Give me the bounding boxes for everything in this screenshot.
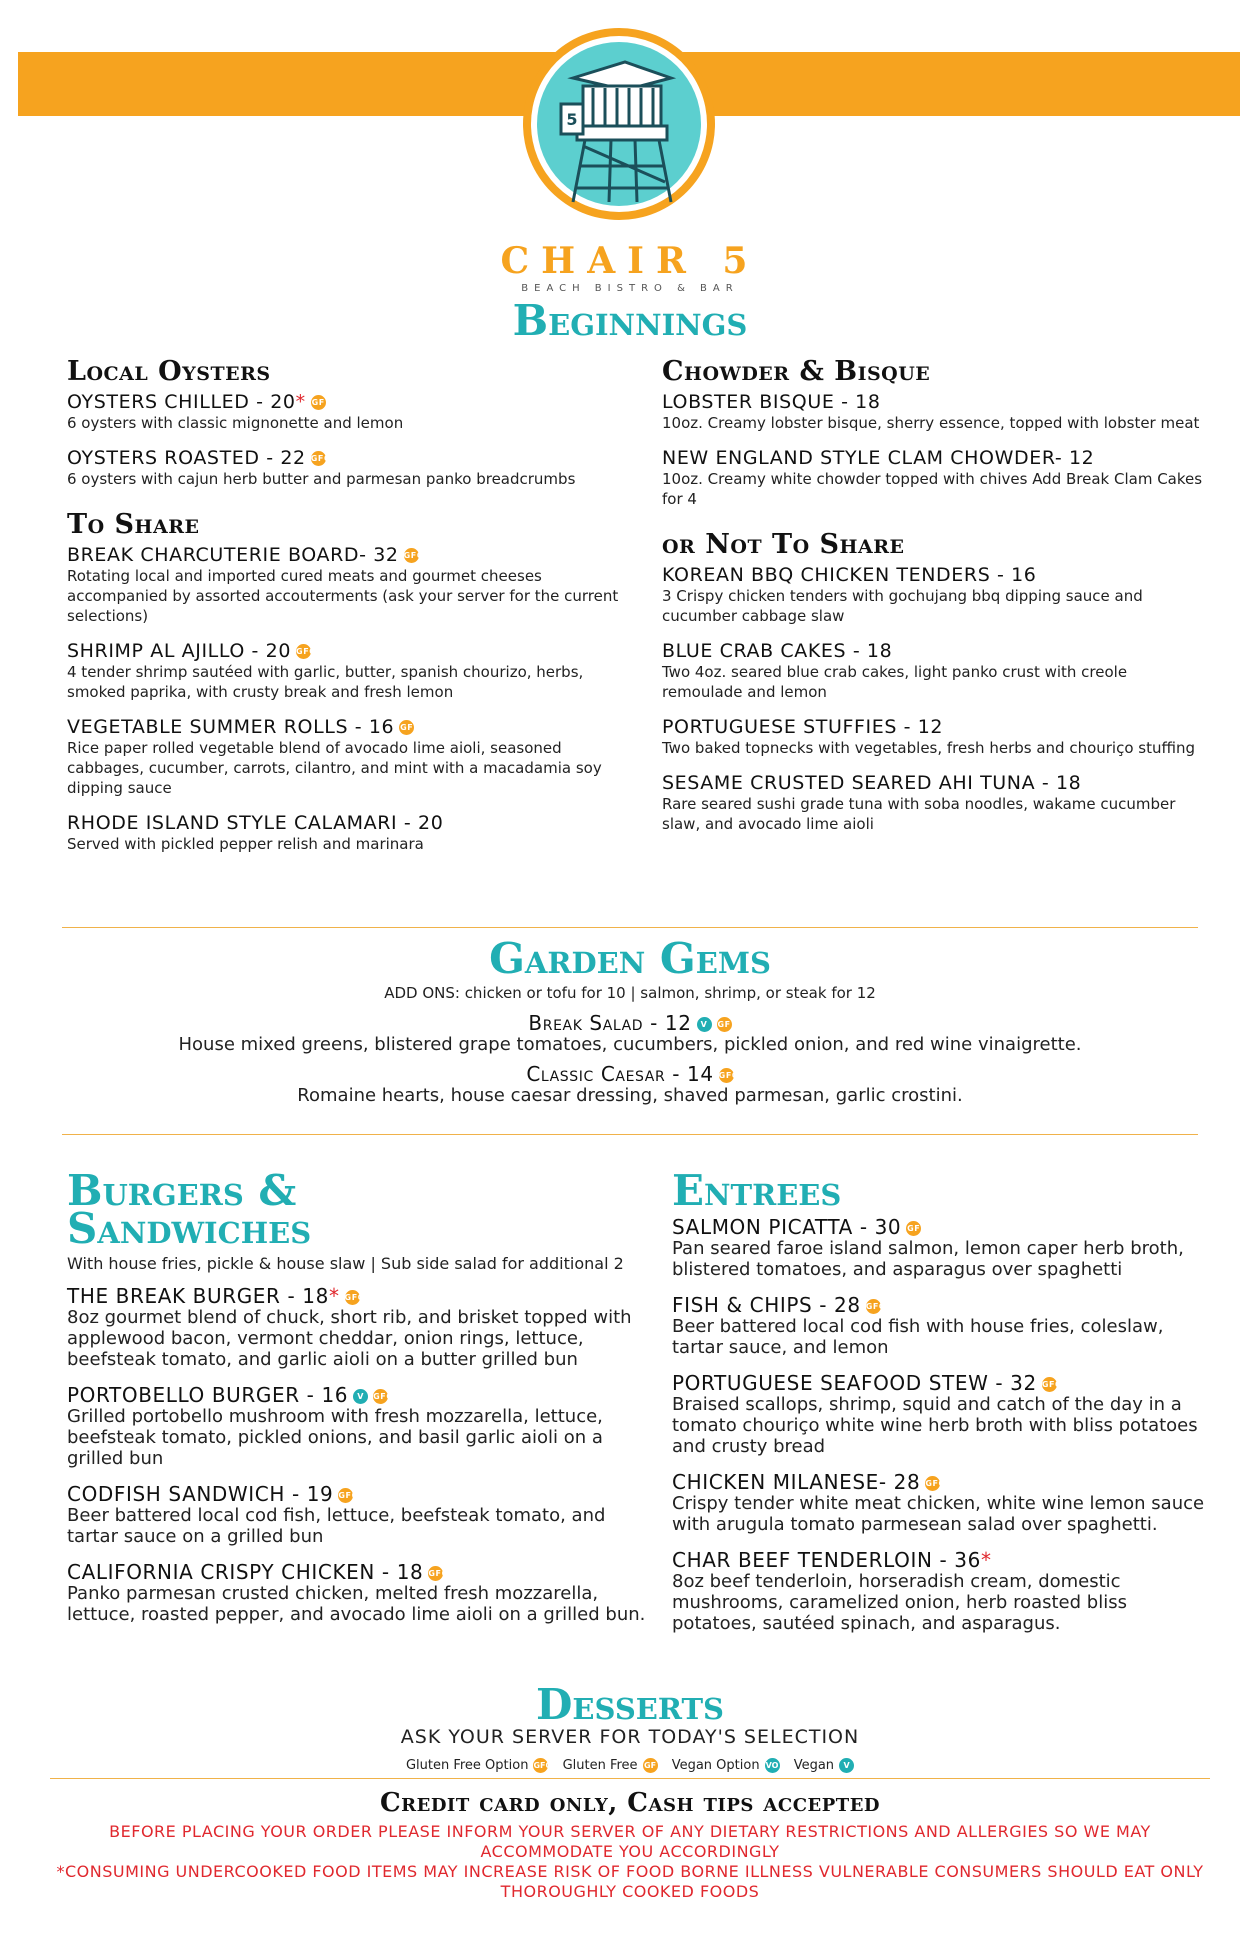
item-name: THE BREAK BURGER - 18	[67, 1284, 329, 1308]
menu-item	[662, 447, 1207, 509]
item-name: CHICKEN MILANESE- 28	[672, 1470, 921, 1494]
item-description: 6 oysters with cajun herb butter and parmesan panko breadcrumbs	[67, 470, 576, 488]
gf-badge-icon: GF	[311, 395, 326, 410]
menu-item	[662, 772, 1207, 834]
item-description: Two baked topnecks with vegetables, fresh herbs and chouriço stuffing	[662, 739, 1196, 757]
item-description: Rice paper rolled vegetable blend of avocado lime aioli, seasoned cabbages, cucumber, carrots, cilantro, and mint with a macadamia soy dipping sauce	[67, 739, 602, 797]
entrees-title: Entrees	[672, 1166, 842, 1215]
item-name: SHRIMP AL AJILLO - 20	[67, 640, 292, 662]
brand-name: CHAIR 5	[500, 240, 760, 282]
category-title: To Share	[67, 509, 200, 540]
item-name: FISH & CHIPS - 28	[672, 1293, 861, 1317]
menu-item	[672, 1549, 1207, 1634]
item-name: CALIFORNIA CRISPY CHICKEN - 18	[67, 1560, 424, 1584]
item-name: NEW ENGLAND STYLE CLAM CHOWDER- 12	[662, 447, 1095, 469]
item-name: BLUE CRAB CAKES - 18	[662, 640, 893, 662]
item-description: Beer battered local cod fish with house fries, coleslaw, tartar sauce, and lemon	[672, 1316, 1164, 1358]
menu-item	[67, 544, 637, 626]
item-name: PORTOBELLO BURGER - 16	[67, 1383, 349, 1407]
menu-item	[672, 1372, 1207, 1457]
gfo-badge-icon: GFO	[311, 451, 326, 466]
item-description: Rare seared sushi grade tuna with soba noodles, wakame cucumber slaw, and avocado lime aioli	[662, 795, 1176, 833]
menu-item	[662, 640, 1207, 702]
desserts-note: ASK YOUR SERVER FOR TODAY'S SELECTION	[400, 1726, 860, 1748]
entrees-column	[672, 1166, 1207, 1648]
gfo-badge-icon: GFO	[428, 1566, 443, 1581]
gf-badge-icon: GF	[717, 1017, 732, 1032]
item-description: Braised scallops, shrimp, squid and catch of the day in a tomato chouriço white wine herb broth with bliss potatoes and crusty bread	[672, 1394, 1198, 1457]
item-name: BREAK CHARCUTERIE BOARD- 32	[67, 544, 399, 566]
menu-item	[67, 1561, 647, 1625]
item-name: VEGETABLE SUMMER ROLLS - 16	[67, 716, 395, 738]
desserts-section	[0, 1680, 1260, 1773]
divider	[50, 1778, 1210, 1779]
category-title: or Not To Share	[662, 529, 905, 560]
item-description: Panko parmesan crusted chicken, melted fresh mozzarella, lettuce, roasted pepper, and avocado lime aioli on a grilled bun.	[67, 1583, 646, 1625]
item-name: OYSTERS ROASTED - 22	[67, 447, 306, 469]
menu-item	[0, 1063, 1260, 1106]
beginnings-left-column	[67, 356, 637, 868]
item-description: 8oz beef tenderloin, horseradish cream, domestic mushrooms, caramelized onion, herb roasted bliss potatoes, sautéed spinach, and asparagus.	[672, 1571, 1127, 1634]
gf-badge-icon: GF	[399, 720, 414, 735]
garden-section	[0, 934, 1260, 1106]
raw-warning-star: *	[328, 1284, 340, 1308]
legend-label: Vegan	[793, 1758, 835, 1773]
item-description: 10oz. Creamy white chowder topped with chives Add Break Clam Cakes for 4	[662, 470, 1203, 508]
legend-label: Gluten Free Option	[405, 1758, 529, 1773]
gfo-badge-icon: GFO	[533, 1758, 548, 1773]
gfo-badge-icon: GFO	[338, 1488, 353, 1503]
divider	[62, 1134, 1198, 1135]
svg-text:5: 5	[566, 110, 578, 129]
burgers-column	[67, 1166, 647, 1639]
item-name: PORTUGUESE STUFFIES - 12	[662, 716, 944, 738]
item-description: Beer battered local cod fish, lettuce, beefsteak tomato, and tartar sauce on a grilled bun	[67, 1505, 606, 1547]
category-title: Local Oysters	[67, 356, 271, 387]
item-description: Crispy tender white meat chicken, white wine lemon sauce with arugula tomato parmesean salad over spaghetti.	[672, 1493, 1205, 1535]
item-name: SESAME CRUSTED SEARED AHI TUNA - 18	[662, 772, 1082, 794]
menu-item	[67, 447, 637, 489]
gfo-badge-icon: GFO	[345, 1290, 360, 1305]
item-name: KOREAN BBQ CHICKEN TENDERS - 16	[662, 564, 1037, 586]
raw-warning-star: *	[295, 391, 306, 413]
menu-item	[67, 640, 637, 702]
item-name: LOBSTER BISQUE - 18	[662, 391, 881, 413]
item-description: 4 tender shrimp sautéed with garlic, butter, spanish chourizo, herbs, smoked paprika, with crusty break and fresh lemon	[67, 663, 584, 701]
garden-title: Garden Gems	[489, 934, 771, 983]
gf-badge-icon: GF	[906, 1221, 921, 1236]
burgers-note: With house fries, pickle & house slaw | Sub side salad for additional 2	[67, 1254, 624, 1273]
item-description: Romaine hearts, house caesar dressing, shaved parmesan, garlic crostini.	[297, 1085, 963, 1106]
menu-item	[67, 391, 637, 433]
menu-item	[672, 1294, 1207, 1358]
item-description: House mixed greens, blistered grape tomatoes, cucumbers, pickled onion, and red wine vinaigrette.	[178, 1034, 1082, 1055]
menu-item	[67, 716, 637, 798]
legend-label: Vegan Option	[671, 1758, 760, 1773]
item-name: CODFISH SANDWICH - 19	[67, 1482, 334, 1506]
vegan-badge-icon: V	[353, 1389, 368, 1404]
gfo-badge-icon: GFO	[1042, 1377, 1057, 1392]
item-name: PORTUGUESE SEAFOOD STEW - 32	[672, 1371, 1037, 1395]
lifeguard-chair-logo	[521, 26, 717, 222]
item-description: 8oz gourmet blend of chuck, short rib, and brisket topped with applewood bacon, vermont cheddar, onion rings, lettuce, beefsteak tomato, and garlic aioli on a butter grilled bun	[67, 1307, 632, 1370]
menu-item	[67, 1483, 647, 1547]
gf-badge-icon: GF	[643, 1758, 658, 1773]
menu-item	[0, 1012, 1260, 1055]
brand-subtitle: BEACH BISTRO & BAR	[521, 283, 739, 294]
item-description: 3 Crispy chicken tenders with gochujang bbq dipping sauce and cucumber cabbage slaw	[662, 587, 1143, 625]
item-name: RHODE ISLAND STYLE CALAMARI - 20	[67, 812, 444, 834]
vegan-option-badge-icon: VO	[765, 1758, 780, 1773]
item-name: SALMON PICATTA - 30	[672, 1215, 902, 1239]
gfo-badge-icon: GFO	[719, 1068, 734, 1083]
item-name: Break Salad - 12	[528, 1011, 692, 1035]
gfo-badge-icon: GFO	[925, 1476, 940, 1491]
menu-item	[662, 716, 1207, 758]
menu-item	[672, 1216, 1207, 1280]
item-description: Served with pickled pepper relish and marinara	[67, 835, 424, 853]
burgers-title: Burgers & Sandwiches	[67, 1166, 312, 1253]
menu-item	[67, 1285, 647, 1370]
item-description: Rotating local and imported cured meats and gourmet cheeses accompanied by assorted accouterments (ask your server for the current selections)	[67, 567, 619, 625]
gfo-badge-icon: GFO	[404, 548, 419, 563]
item-name: CHAR BEEF TENDERLOIN - 36	[672, 1548, 981, 1572]
vegan-badge-icon: V	[697, 1017, 712, 1032]
raw-warning-star: *	[980, 1548, 992, 1572]
vegan-badge-icon: V	[839, 1758, 854, 1773]
item-description: Pan seared faroe island salmon, lemon caper herb broth, blistered tomatoes, and asparagus over spaghetti	[672, 1238, 1184, 1280]
undercooked-warning: *CONSUMING UNDERCOOKED FOOD ITEMS MAY INCREASE RISK OF FOOD BORNE ILLNESS VULNERABLE CONSUMERS SHOULD EAT ONLY THOROUGHLY COOKED FOODS	[56, 1862, 1204, 1901]
item-name: Classic Caesar - 14	[526, 1062, 714, 1086]
item-description: Two 4oz. seared blue crab cakes, light panko crust with creole remoulade and lemon	[662, 663, 1128, 701]
badge-legend	[0, 1758, 1260, 1773]
footer	[0, 1788, 1260, 1902]
payment-note: Credit card only, Cash tips accepted	[379, 1788, 881, 1818]
desserts-title: Desserts	[536, 1680, 724, 1729]
allergy-notice: BEFORE PLACING YOUR ORDER PLEASE INFORM YOUR SERVER OF ANY DIETARY RESTRICTIONS AND ALLERGIES SO WE MAY ACCOMMODATE YOU ACCORDINGLY	[109, 1822, 1151, 1861]
item-name: OYSTERS CHILLED - 20	[67, 391, 296, 413]
category-title: Chowder & Bisque	[662, 356, 931, 387]
gfo-badge-icon: GFO	[866, 1299, 881, 1314]
beginnings-right-column	[662, 356, 1207, 848]
legend-label: Gluten Free	[562, 1758, 638, 1773]
item-description: Grilled portobello mushroom with fresh mozzarella, lettuce, beefsteak tomato, pickled onions, and basil garlic aioli on a grilled bun	[67, 1406, 603, 1469]
divider	[62, 927, 1198, 928]
menu-item	[662, 391, 1207, 433]
menu-item	[67, 812, 637, 854]
gfo-badge-icon: GFO	[296, 644, 311, 659]
item-description: 6 oysters with classic mignonette and lemon	[67, 414, 404, 432]
menu-item	[672, 1471, 1207, 1535]
beginnings-title: Beginnings	[512, 296, 748, 345]
menu-item	[662, 564, 1207, 626]
gfo-badge-icon: GFO	[373, 1389, 388, 1404]
menu-item	[67, 1384, 647, 1469]
addons-note: ADD ONS: chicken or tofu for 10 | salmon, shrimp, or steak for 12	[384, 984, 876, 1002]
item-description: 10oz. Creamy lobster bisque, sherry essence, topped with lobster meat	[662, 414, 1200, 432]
